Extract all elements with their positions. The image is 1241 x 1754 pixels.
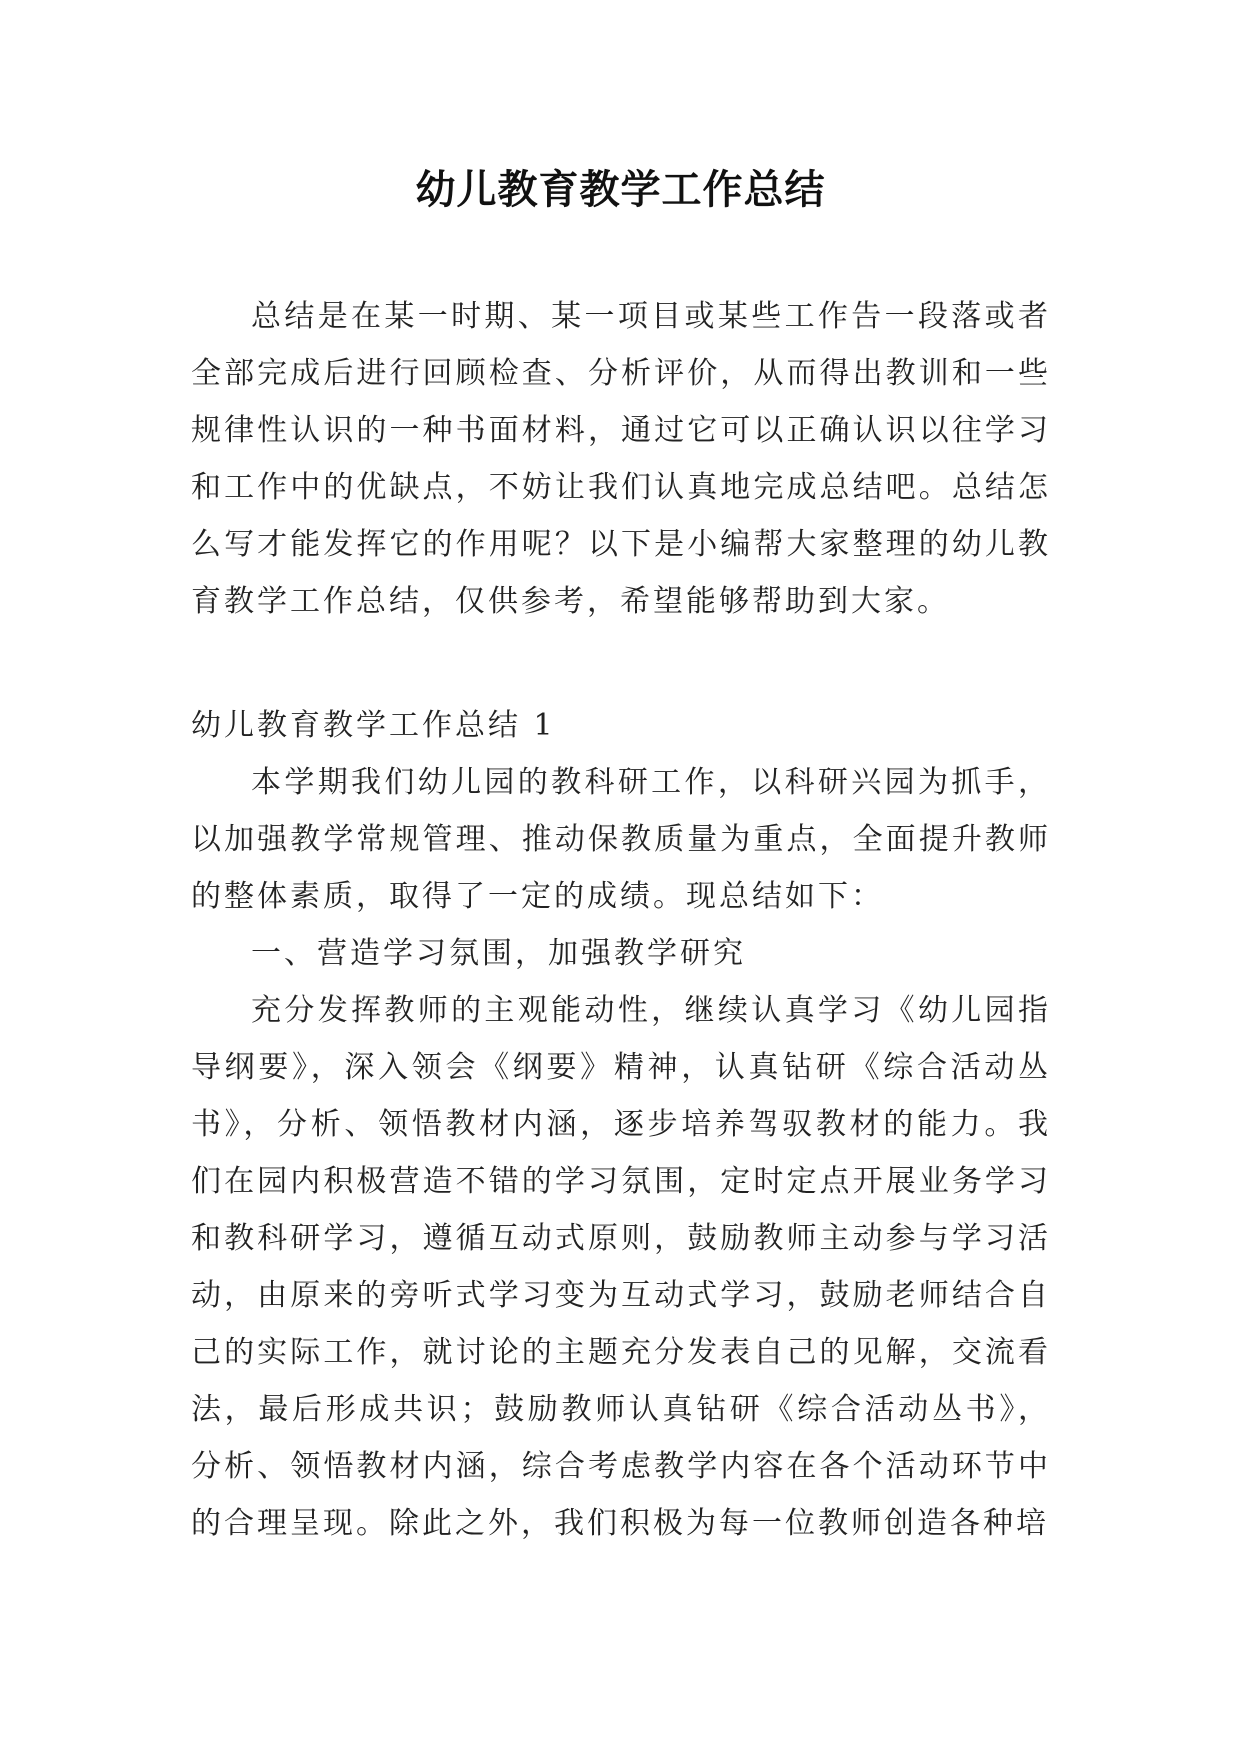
document-title: 幼儿教育教学工作总结 [415,166,826,213]
intro-paragraph: 总结是在某一时期、某一项目或某些工作告一段落或者全部完成后进行回顾检查、分析评价，从而得出教训和一些规律性认识的一种书面材料，通过它可以正确认识以往学习和工作中的优缺点，不妨让我们认真地完成总结吧。总结怎么写才能发挥它的作用呢？以下是小编帮大家整理的幼儿教育教学工作总结，仅供参考，希望能够帮助到大家。 [191,299,1051,619]
section-1 [191,697,1051,1552]
section-paragraph-2: 一、营造学习氛围，加强教学研究 [251,936,746,971]
section-paragraph-1: 本学期我们幼儿园的教科研工作，以科研兴园为抓手，以加强教学常规管理、推动保教质量为重点，全面提升教师的整体素质，取得了一定的成绩。现总结如下： [191,765,1051,914]
section-paragraph-3: 充分发挥教师的主观能动性，继续认真学习《幼儿园指导纲要》，深入领会《纲要》精神，认真钻研《综合活动丛书》，分析、领悟教材内涵，逐步培养驾驭教材的能力。我们在园内积极营造不错的学习氛围，定时定点开展业务学习和教科研学习，遵循互动式原则，鼓励教师主动参与学习活动，由原来的旁听式学习变为互动式学习，鼓励老师结合自己的实际工作，就讨论的主题充分发表自己的见解，交流看法，最后形成共识；鼓励教师认真钻研《综合活动丛书》，分析、领悟教材内涵，综合考虑教学内容在各个活动环节中的合理呈现。除此之外，我们积极为每一位教师创造各种培 [191,993,1051,1541]
intro-block [191,288,1051,630]
section-heading: 幼儿教育教学工作总结 1 [191,708,556,743]
